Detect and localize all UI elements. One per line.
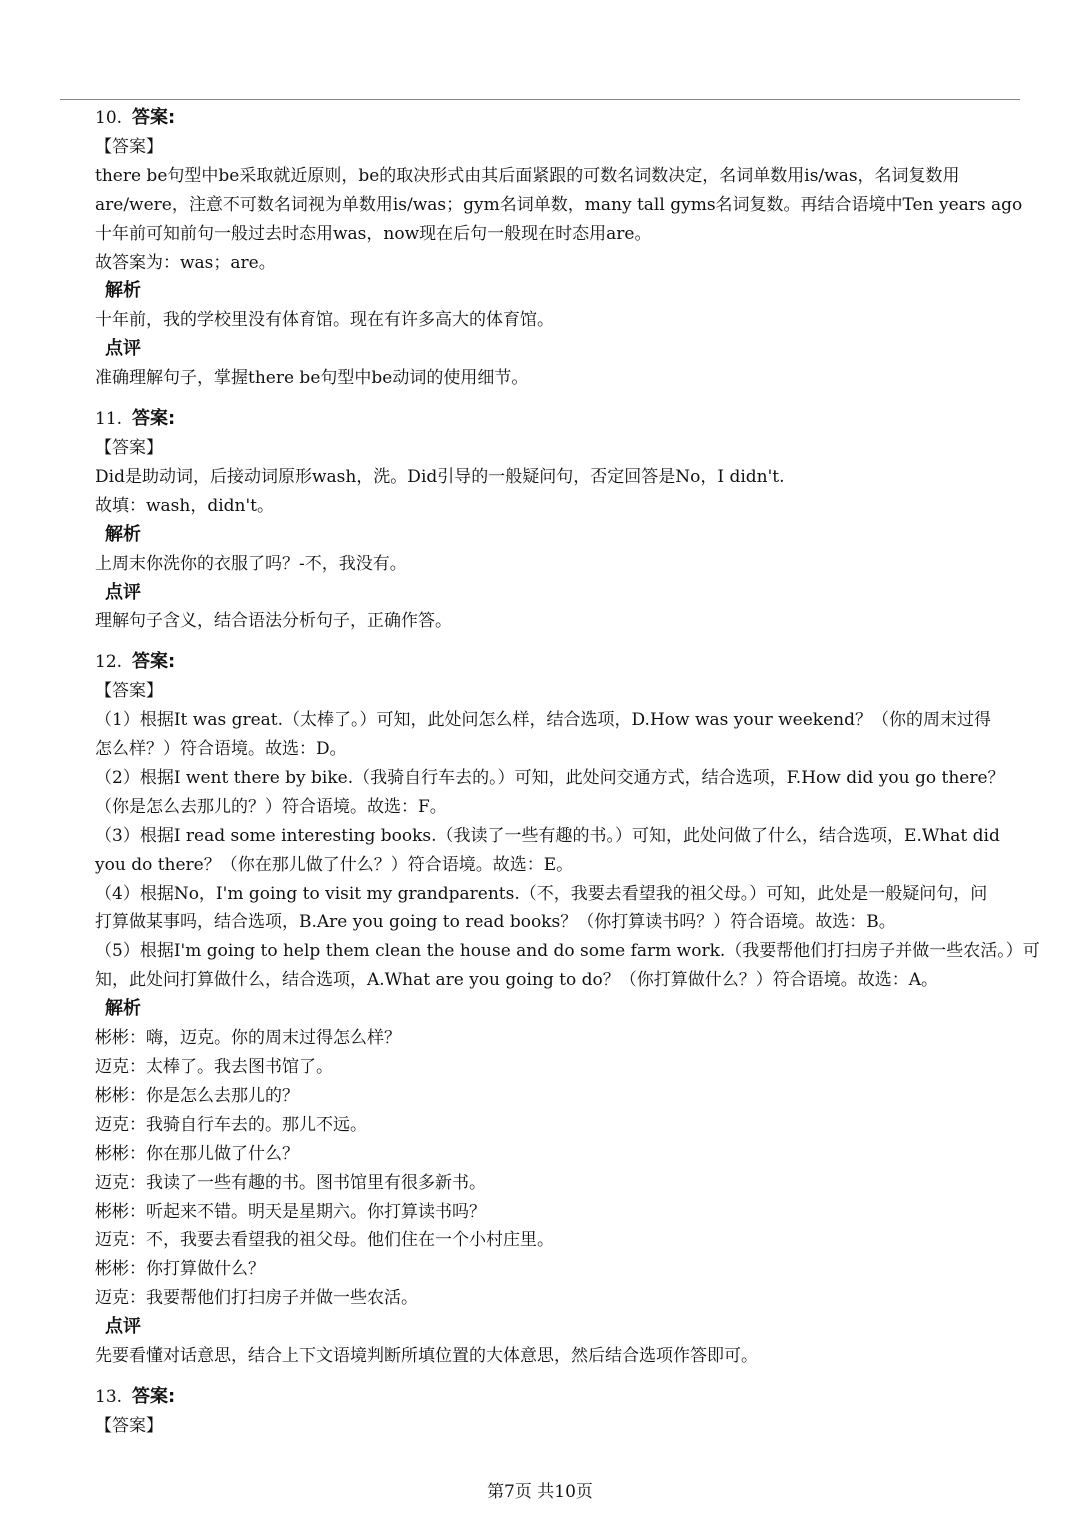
header-rule xyxy=(60,99,1020,100)
answer-label: 【答案】 xyxy=(95,1415,163,1436)
question-block xyxy=(95,104,1045,393)
analysis-line: 彬彬：你打算做什么？ xyxy=(95,1259,265,1280)
comment-label: 点评 xyxy=(105,1316,141,1338)
answer-line: there be句型中be采取就近原则，be的取决形式由其后面紧跟的可数名词数决定，名词单数用is/was，名词复数用 xyxy=(95,165,960,186)
answer-line: （1）根据It was great.（太棒了。）可知，此处问怎么样，结合选项，D.How was your weekend？（你的周末过得 xyxy=(95,710,991,731)
analysis-line: 迈克：太棒了。我去图书馆了。 xyxy=(95,1057,333,1077)
question-number: 10. xyxy=(95,108,123,128)
analysis-line: 彬彬：你在那儿做了什么？ xyxy=(95,1143,299,1164)
answer-label: 【答案】 xyxy=(95,681,163,702)
answer-line: 怎么样？）符合语境。故选：D。 xyxy=(95,739,347,760)
answer-label: 【答案】 xyxy=(95,437,163,458)
question-header xyxy=(95,1383,1045,1412)
answer-content xyxy=(95,104,1045,1453)
analysis-line: 迈克：我读了一些有趣的书。图书馆里有很多新书。 xyxy=(95,1172,486,1193)
analysis-line: 迈克：不，我要去看望我的祖父母。他们住在一个小村庄里。 xyxy=(95,1230,554,1251)
question-block xyxy=(95,648,1045,1371)
comment-line: 准确理解句子，掌握there be句型中be动词的使用细节。 xyxy=(95,368,529,389)
question-block xyxy=(95,1383,1045,1441)
analysis-line: 彬彬：听起来不错。明天是星期六。你打算读书吗？ xyxy=(95,1201,486,1222)
question-title: 答案: xyxy=(132,107,176,128)
comment-label: 点评 xyxy=(105,338,141,360)
analysis-line: 迈克：我骑自行车去的。那儿不远。 xyxy=(95,1114,367,1135)
comment-line: 理解句子含义，结合语法分析句子，正确作答。 xyxy=(95,611,452,632)
question-title: 答案: xyxy=(132,1385,176,1407)
answer-line: （4）根据No，I'm going to visit my grandparents.（不，我要去看望我的祖父母。）可知，此处是一般疑问句，问 xyxy=(95,883,988,904)
answer-line: （2）根据I went there by bike.（我骑自行车去的。）可知，此处问交通方式，结合选项，F.How did you go there？ xyxy=(95,767,1005,788)
question-header xyxy=(95,104,1045,133)
analysis-line: 十年前，我的学校里没有体育馆。现在有许多高大的体育馆。 xyxy=(95,310,554,331)
analysis-line: 彬彬：嗨，迈克。你的周末过得怎么样？ xyxy=(95,1028,401,1049)
question-number: 13. xyxy=(95,1386,123,1407)
question-block xyxy=(95,405,1045,636)
question-title: 答案: xyxy=(132,651,176,673)
question-number: 11. xyxy=(95,409,123,430)
answer-line: 故答案为：was；are。 xyxy=(95,252,276,273)
comment-label: 点评 xyxy=(105,581,141,603)
analysis-line: 迈克：我要帮他们打扫房子并做一些农活。 xyxy=(95,1288,418,1309)
answer-line: （5）根据I'm going to help them clean the house and do some farm work.（我要帮他们打扫房子并做一些农活。）可 xyxy=(95,941,1040,962)
page-footer: 第7页 共10页 xyxy=(487,1482,593,1502)
analysis-label: 解析 xyxy=(105,998,141,1020)
question-header xyxy=(95,405,1045,434)
analysis-line: 上周末你洗你的衣服了吗？-不，我没有。 xyxy=(95,553,407,574)
comment-line: 先要看懂对话意思，结合上下文语境判断所填位置的大体意思，然后结合选项作答即可。 xyxy=(95,1346,758,1367)
question-header xyxy=(95,648,1045,677)
analysis-label: 解析 xyxy=(105,523,141,545)
answer-line: 打算做某事吗，结合选项，B.Are you going to read books？（你打算读书吗？）符合语境。故选：B。 xyxy=(95,912,896,933)
answer-line: 故填：wash，didn't。 xyxy=(95,495,275,516)
answer-line: （你是怎么去那儿的？）符合语境。故选：F。 xyxy=(95,796,447,817)
answer-line: 知，此处问打算做什么，结合选项，A.What are you going to do？（你打算做什么？）符合语境。故选：A。 xyxy=(95,970,939,991)
answer-line: 十年前可知前句一般过去时态用was，now现在后句一般现在时态用are。 xyxy=(95,223,652,244)
answer-line: （3）根据I read some interesting books.（我读了一些有趣的书。）可知，此处问做了什么，结合选项，E.What did xyxy=(95,825,1000,846)
answer-line: you do there？（你在那儿做了什么？）符合语境。故选：E。 xyxy=(95,854,574,875)
question-title: 答案: xyxy=(132,408,176,430)
answer-line: Did是助动词，后接动词原形wash，洗。Did引导的一般疑问句，否定回答是No，I didn't. xyxy=(95,466,785,487)
answer-line: are/were，注意不可数名词视为单数用is/was；gym名词单数，many tall gyms名词复数。再结合语境中Ten years ago xyxy=(95,194,1023,215)
question-number: 12. xyxy=(95,652,123,673)
analysis-label: 解析 xyxy=(105,280,141,302)
analysis-line: 彬彬：你是怎么去那儿的？ xyxy=(95,1085,299,1106)
answer-label: 【答案】 xyxy=(95,136,163,157)
